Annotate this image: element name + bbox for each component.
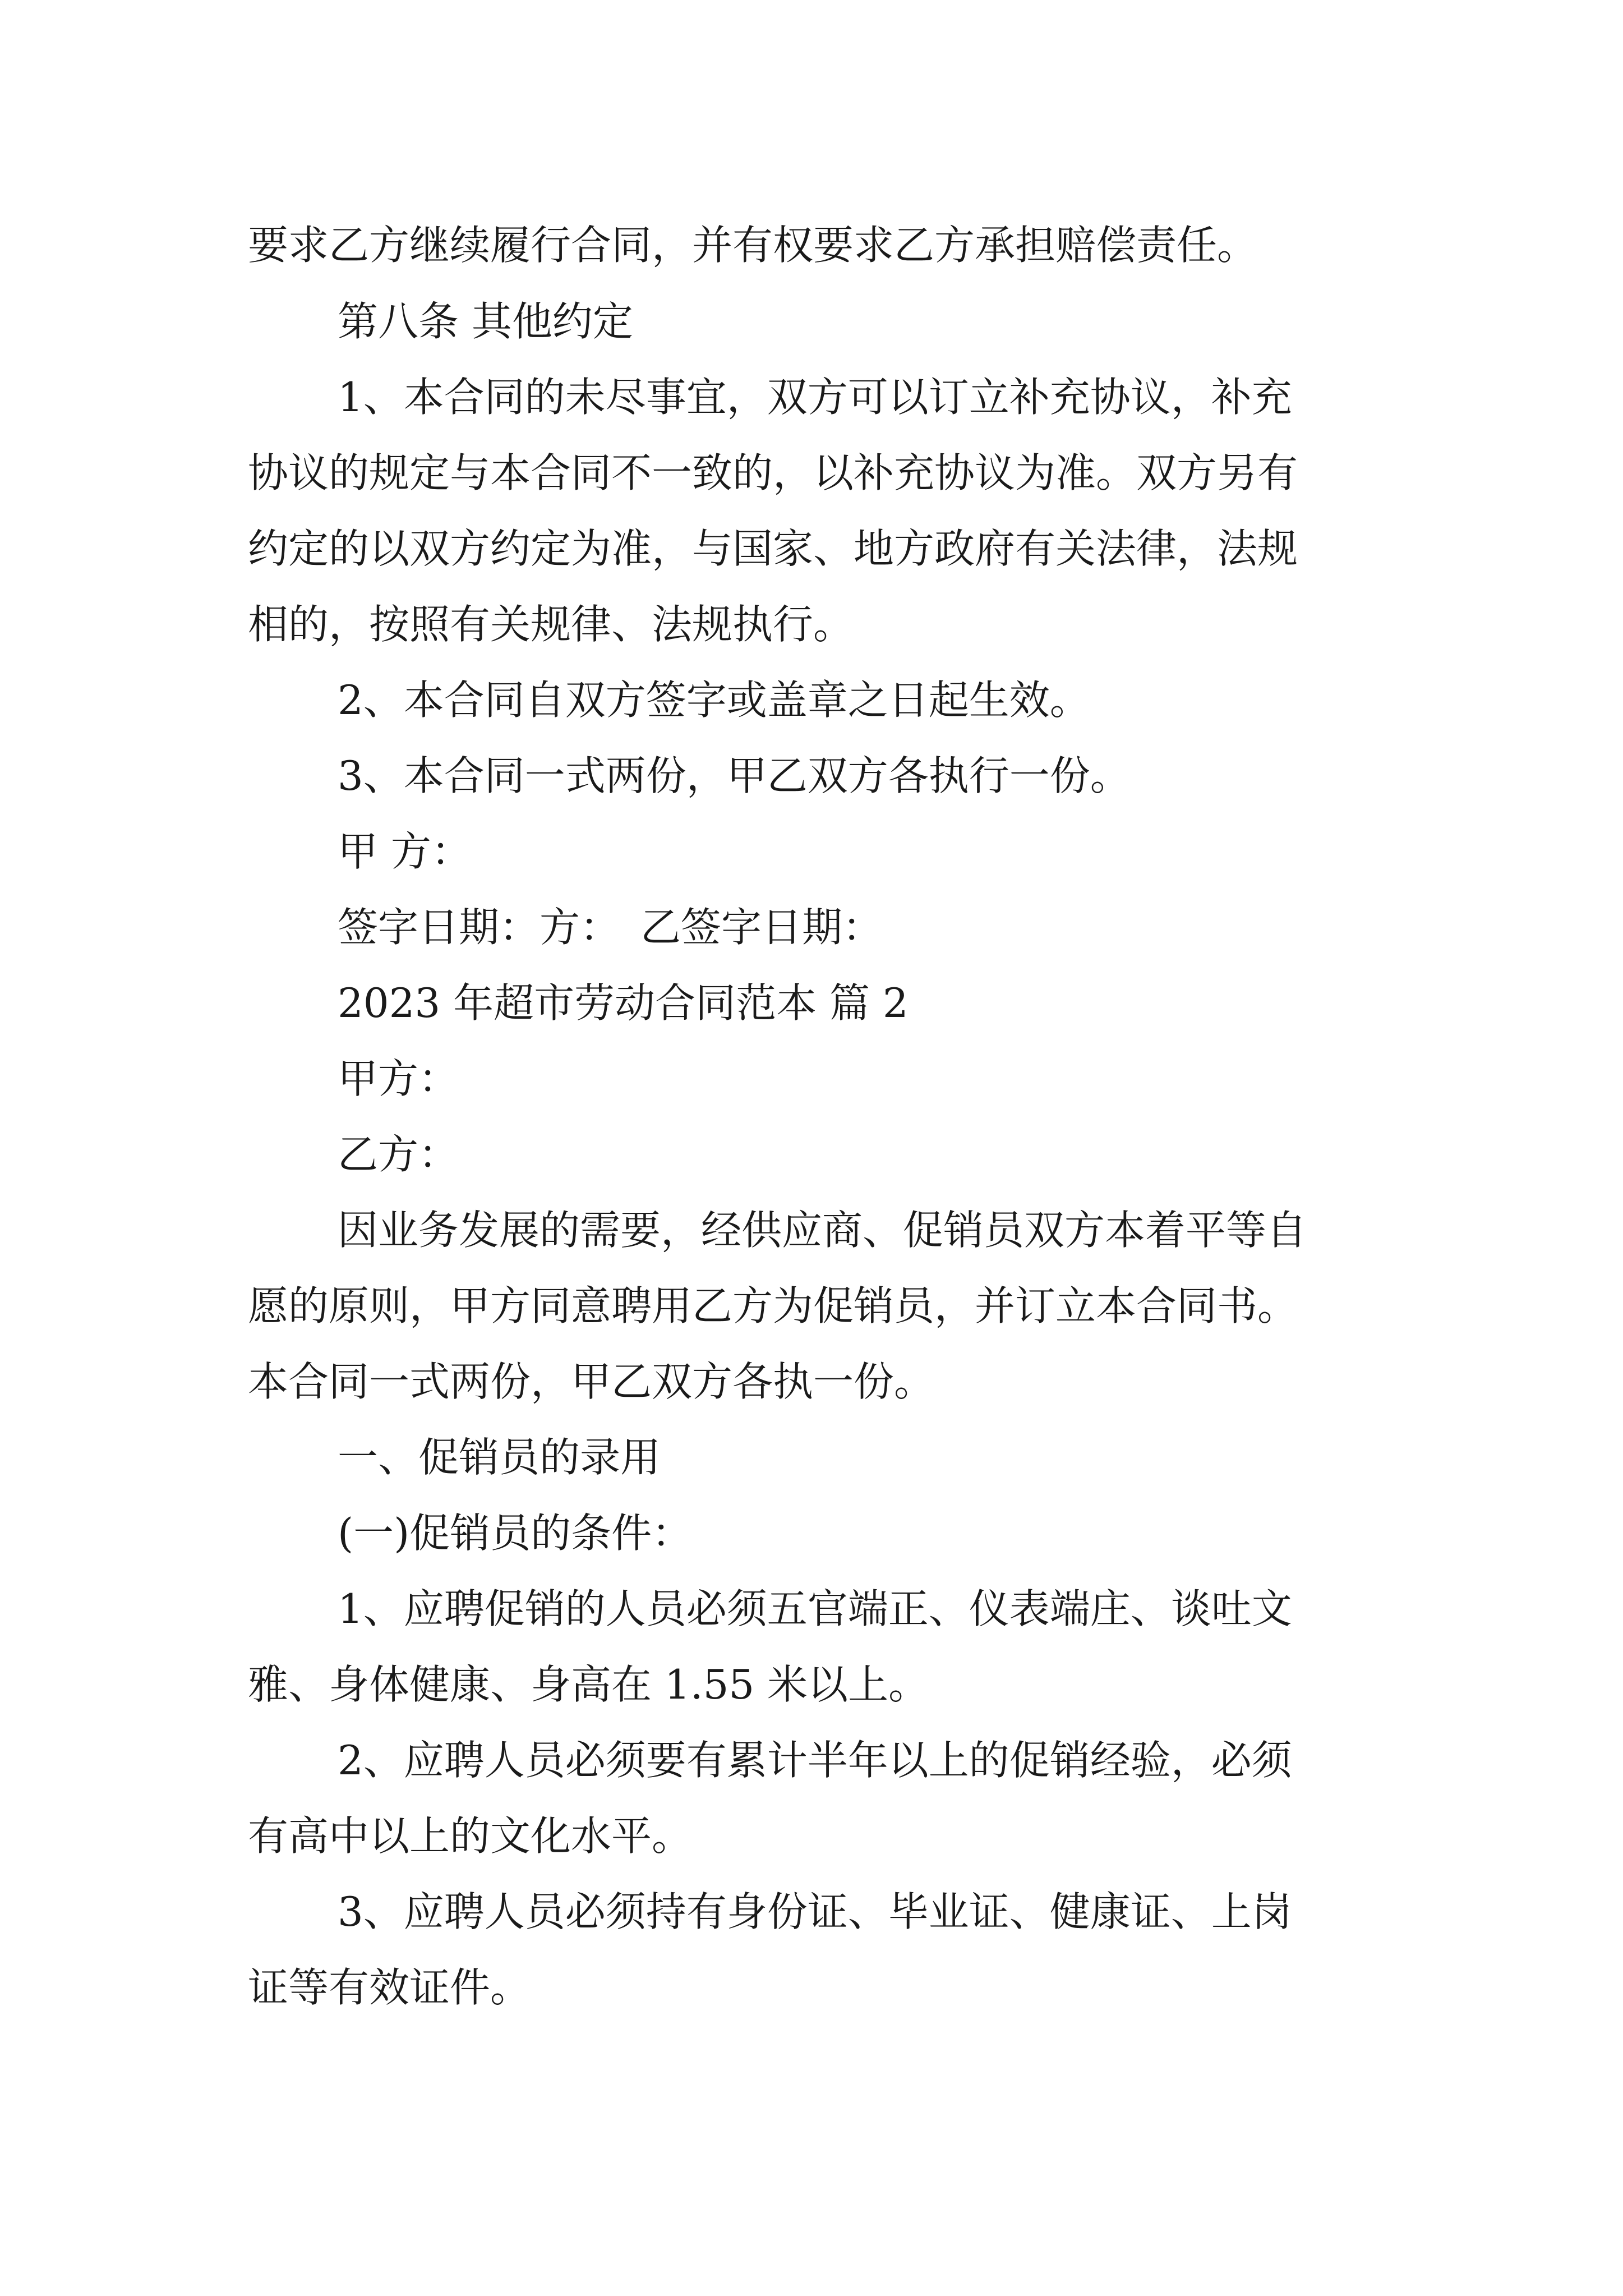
text-line: 3、应聘人员必须持有身份证、毕业证、健康证、上岗 <box>338 1888 1292 1935</box>
text-line: 要求乙方继续履行合同，并有权要求乙方承担赔偿责任。 <box>248 222 1258 269</box>
text-line: 2、本合同自双方签字或盖章之日起生效。 <box>338 677 1090 724</box>
text-line: 有高中以上的文化水平。 <box>248 1812 693 1860</box>
text-line: 协议的规定与本合同不一致的，以补充协议为准。双方另有 <box>248 449 1298 496</box>
text-line: 证等有效证件。 <box>248 1964 531 2011</box>
signature-date-line: 签字日期：方： 乙签字日期： <box>338 904 883 951</box>
party-a-label: 甲方： <box>338 1055 459 1102</box>
text-line: 1、本合同的未尽事宜，双方可以订立补充协议，补充 <box>338 374 1292 421</box>
subsection-heading: 一、促销员的录用 <box>338 1434 661 1481</box>
section-title: 2023 年超市劳动合同范本 篇 2 <box>338 979 909 1027</box>
text-line: 约定的以双方约定为准，与国家、地方政府有关法律，法规 <box>248 525 1298 572</box>
text-line: 1、应聘促销的人员必须五官端正、仪表端庄、谈吐文 <box>338 1585 1292 1632</box>
text-line: 愿的原则，甲方同意聘用乙方为促销员，并订立本合同书。 <box>248 1282 1298 1329</box>
subsection-heading: (一)促销员的条件： <box>338 1510 693 1557</box>
text-line: 雅、身体健康、身高在 1.55 米以上。 <box>248 1661 929 1708</box>
party-b-label: 乙方： <box>338 1131 459 1178</box>
party-a-label: 甲 方： <box>338 828 472 875</box>
text-line: 3、本合同一式两份，甲乙双方各执行一份。 <box>338 752 1131 799</box>
text-line: 2、应聘人员必须要有累计半年以上的促销经验，必须 <box>338 1737 1292 1784</box>
article-heading: 第八条 其他约定 <box>338 298 633 345</box>
text-line: 相的，按照有关规律、法规执行。 <box>248 601 854 648</box>
text-line: 本合同一式两份，甲乙双方各执一份。 <box>248 1358 935 1405</box>
text-line: 因业务发展的需要，经供应商、促销员双方本着平等自 <box>338 1207 1307 1254</box>
